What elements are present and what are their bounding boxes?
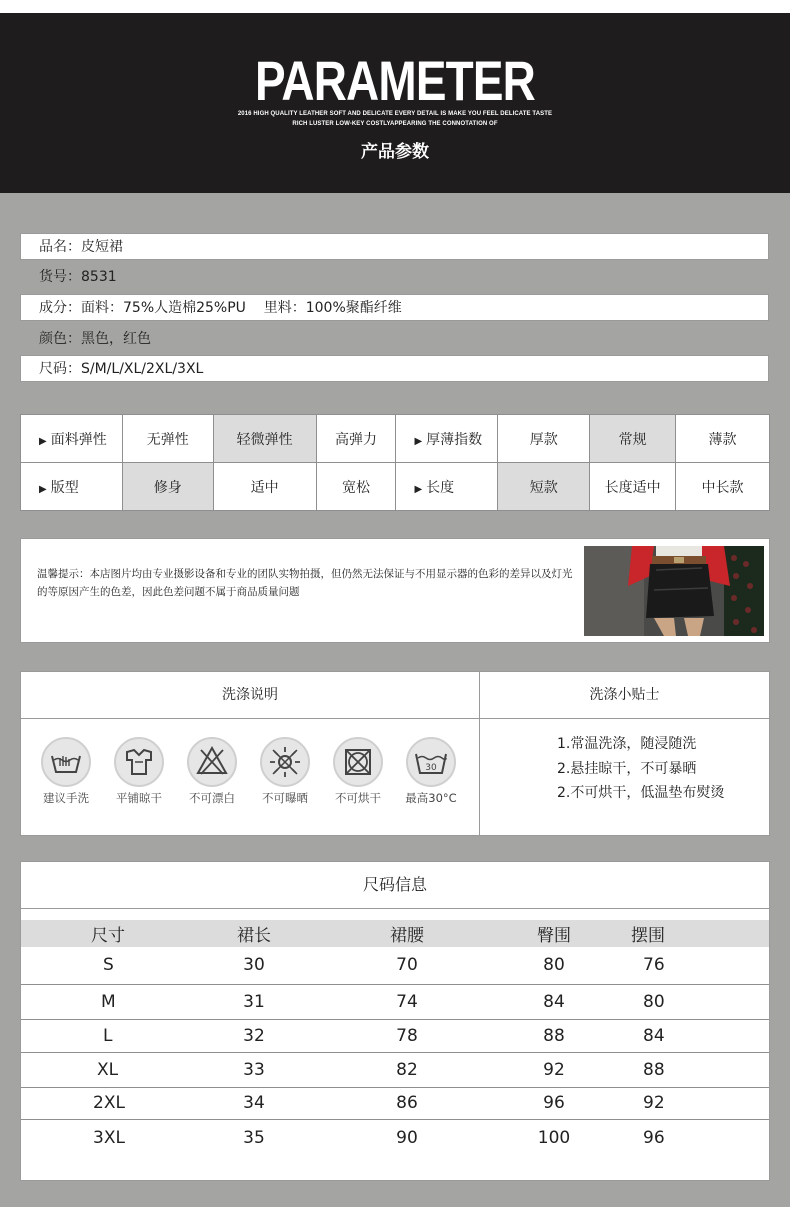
no-bleach-icon xyxy=(186,736,238,788)
size-cell: 100 xyxy=(537,1128,571,1149)
table-row xyxy=(21,1119,769,1157)
info-color: 颜色：黑色，红色 xyxy=(20,325,769,352)
header-subtitle: 产品参数 xyxy=(361,142,429,162)
hand-wash-icon xyxy=(40,736,92,788)
size-cell: 78 xyxy=(313,1019,501,1052)
size-cell: 80 xyxy=(607,984,769,1019)
size-cell: 88 xyxy=(607,1052,769,1087)
product-photo xyxy=(584,546,764,636)
header-title: PARAMETER xyxy=(254,49,536,112)
size-cell: 3XL xyxy=(93,1128,125,1149)
wash-tips-header: 洗涤小贴士 xyxy=(480,672,769,719)
info-size: 尺码：S/M/L/XL/2XL/3XL xyxy=(20,355,769,382)
size-cell: 76 xyxy=(607,947,769,984)
wash-icon-item xyxy=(322,736,394,806)
size-cell: 86 xyxy=(313,1087,501,1119)
size-cell: M xyxy=(21,984,195,1019)
attr-cell: 适中 xyxy=(213,463,316,511)
no-tumble-dry-icon xyxy=(332,736,384,788)
wash-icon-label: 不可烘干 xyxy=(335,791,381,805)
size-info-section xyxy=(20,861,770,1181)
wash-tip: 1.常温洗涤，随浸随洗 xyxy=(557,736,697,752)
wash-icon-item xyxy=(249,736,321,806)
attr-label-thickness: ▶ 厚薄指数 xyxy=(396,415,498,463)
attr-label-fit: ▶ 版型 xyxy=(21,463,123,511)
size-cell: 30 xyxy=(195,947,313,984)
info-item-no: 货号：8531 xyxy=(20,263,769,290)
attr-row-fit xyxy=(21,463,770,511)
table-row xyxy=(21,1052,769,1087)
header-tagline-1: 2016 HIGH QUALITY LEATHER SOFT AND DELICATE EVERY DETAIL IS MAKE YOU FEEL DELICATE TASTE xyxy=(237,111,553,117)
table-row xyxy=(21,984,769,1019)
size-cell: S xyxy=(21,947,195,984)
attribute-table xyxy=(20,414,770,511)
size-cell: 70 xyxy=(313,947,501,984)
triangle-right-icon: ▶ xyxy=(414,435,423,447)
size-cell: 32 xyxy=(195,1019,313,1052)
attr-cell-selected: 修身 xyxy=(122,463,213,511)
size-cell: 33 xyxy=(195,1052,313,1087)
size-cell: 31 xyxy=(195,984,313,1019)
size-cell: 35 xyxy=(243,1128,265,1149)
wash-icon-label: 最高30°C xyxy=(405,791,457,805)
size-cell: 84 xyxy=(501,984,607,1019)
info-material: 成分：面料：75%人造棉25%PU 里料：100%聚酯纤维 xyxy=(20,294,769,321)
wash-section xyxy=(20,671,770,836)
attr-cell: 宽松 xyxy=(316,463,396,511)
size-cell: 84 xyxy=(607,1019,769,1052)
size-cell: 92 xyxy=(607,1087,769,1119)
size-cell: 92 xyxy=(501,1052,607,1087)
attr-cell: 无弹性 xyxy=(122,415,213,463)
table-row xyxy=(21,1087,769,1119)
size-cell: 96 xyxy=(643,1128,665,1149)
attr-cell-selected: 轻微弹性 xyxy=(213,415,316,463)
size-header-cell: 摆围 xyxy=(607,920,769,947)
top-strip xyxy=(0,0,790,13)
no-sun-icon xyxy=(259,736,311,788)
wash-icon-label: 不可漂白 xyxy=(189,791,235,805)
size-cell: 88 xyxy=(501,1019,607,1052)
size-cell: 2XL xyxy=(21,1087,195,1119)
wash-30-icon xyxy=(405,736,457,788)
header-tagline-2: RICH LUSTER LOW-KEY COSTLYAPPEARING THE CONNOTATION OF xyxy=(292,121,498,127)
size-cell: 82 xyxy=(313,1052,501,1087)
attr-cell: 长度适中 xyxy=(590,463,676,511)
wash-instructions-header: 洗涤说明 xyxy=(21,672,480,719)
attr-label-length: ▶ 长度 xyxy=(396,463,498,511)
triangle-right-icon: ▶ xyxy=(39,435,47,447)
size-cell: 74 xyxy=(313,984,501,1019)
size-header-cell: 尺寸 xyxy=(21,920,195,947)
wash-icon-label: 平铺晾干 xyxy=(116,791,162,805)
table-row xyxy=(21,947,769,984)
wash-icon-item xyxy=(395,736,467,806)
wash-icon-label: 不可曝晒 xyxy=(262,791,308,805)
wash-tip: 2.悬挂晾干，不可暴晒 xyxy=(557,760,697,777)
color-notice xyxy=(20,538,770,643)
size-cell: 90 xyxy=(396,1128,418,1149)
attr-label-fabric-elasticity: ▶ 面料弹性 xyxy=(21,415,123,463)
size-cell: XL xyxy=(21,1052,195,1087)
attr-cell-selected: 常规 xyxy=(590,415,676,463)
attr-cell: 中长款 xyxy=(676,463,770,511)
dry-flat-icon xyxy=(113,736,165,788)
size-info-title: 尺码信息 xyxy=(21,862,769,909)
table-row xyxy=(21,1019,769,1052)
attr-cell-selected: 短款 xyxy=(498,463,590,511)
wash-temp-text: 30 xyxy=(425,763,437,773)
wash-icon-item xyxy=(103,736,175,806)
wash-divider xyxy=(479,718,480,836)
size-cell: L xyxy=(21,1019,195,1052)
attr-cell: 高弹力 xyxy=(316,415,396,463)
attr-cell: 厚款 xyxy=(498,415,590,463)
triangle-right-icon: ▶ xyxy=(39,483,47,495)
size-cell: 96 xyxy=(501,1087,607,1119)
size-header-cell: 臀围 xyxy=(501,920,607,947)
size-cell: 80 xyxy=(501,947,607,984)
size-header-cell: 裙腰 xyxy=(313,920,501,947)
size-cell: 34 xyxy=(195,1087,313,1119)
parameter-header xyxy=(0,13,790,193)
attr-cell: 薄款 xyxy=(676,415,770,463)
wash-icon-item xyxy=(176,736,248,806)
notice-text: 温馨提示：本店图片均由专业摄影设备和专业的团队实物拍摄，但仍然无法保证与不用显示器的色彩的差异以及灯光的等原因产生的色差，因此色差问题不属于商品质量问题 xyxy=(37,568,573,598)
size-table xyxy=(21,920,769,1157)
wash-tips-list xyxy=(557,732,724,806)
attr-row-elasticity xyxy=(21,415,770,463)
wash-tip: 2.不可烘干，低温垫布熨烫 xyxy=(557,785,725,801)
size-table-header xyxy=(21,920,769,947)
info-name: 品名：皮短裙 xyxy=(20,233,769,260)
wash-icon-item xyxy=(30,736,102,806)
wash-icon-label: 建议手洗 xyxy=(43,791,89,805)
triangle-right-icon: ▶ xyxy=(414,483,423,495)
size-header-cell: 裙长 xyxy=(195,920,313,947)
